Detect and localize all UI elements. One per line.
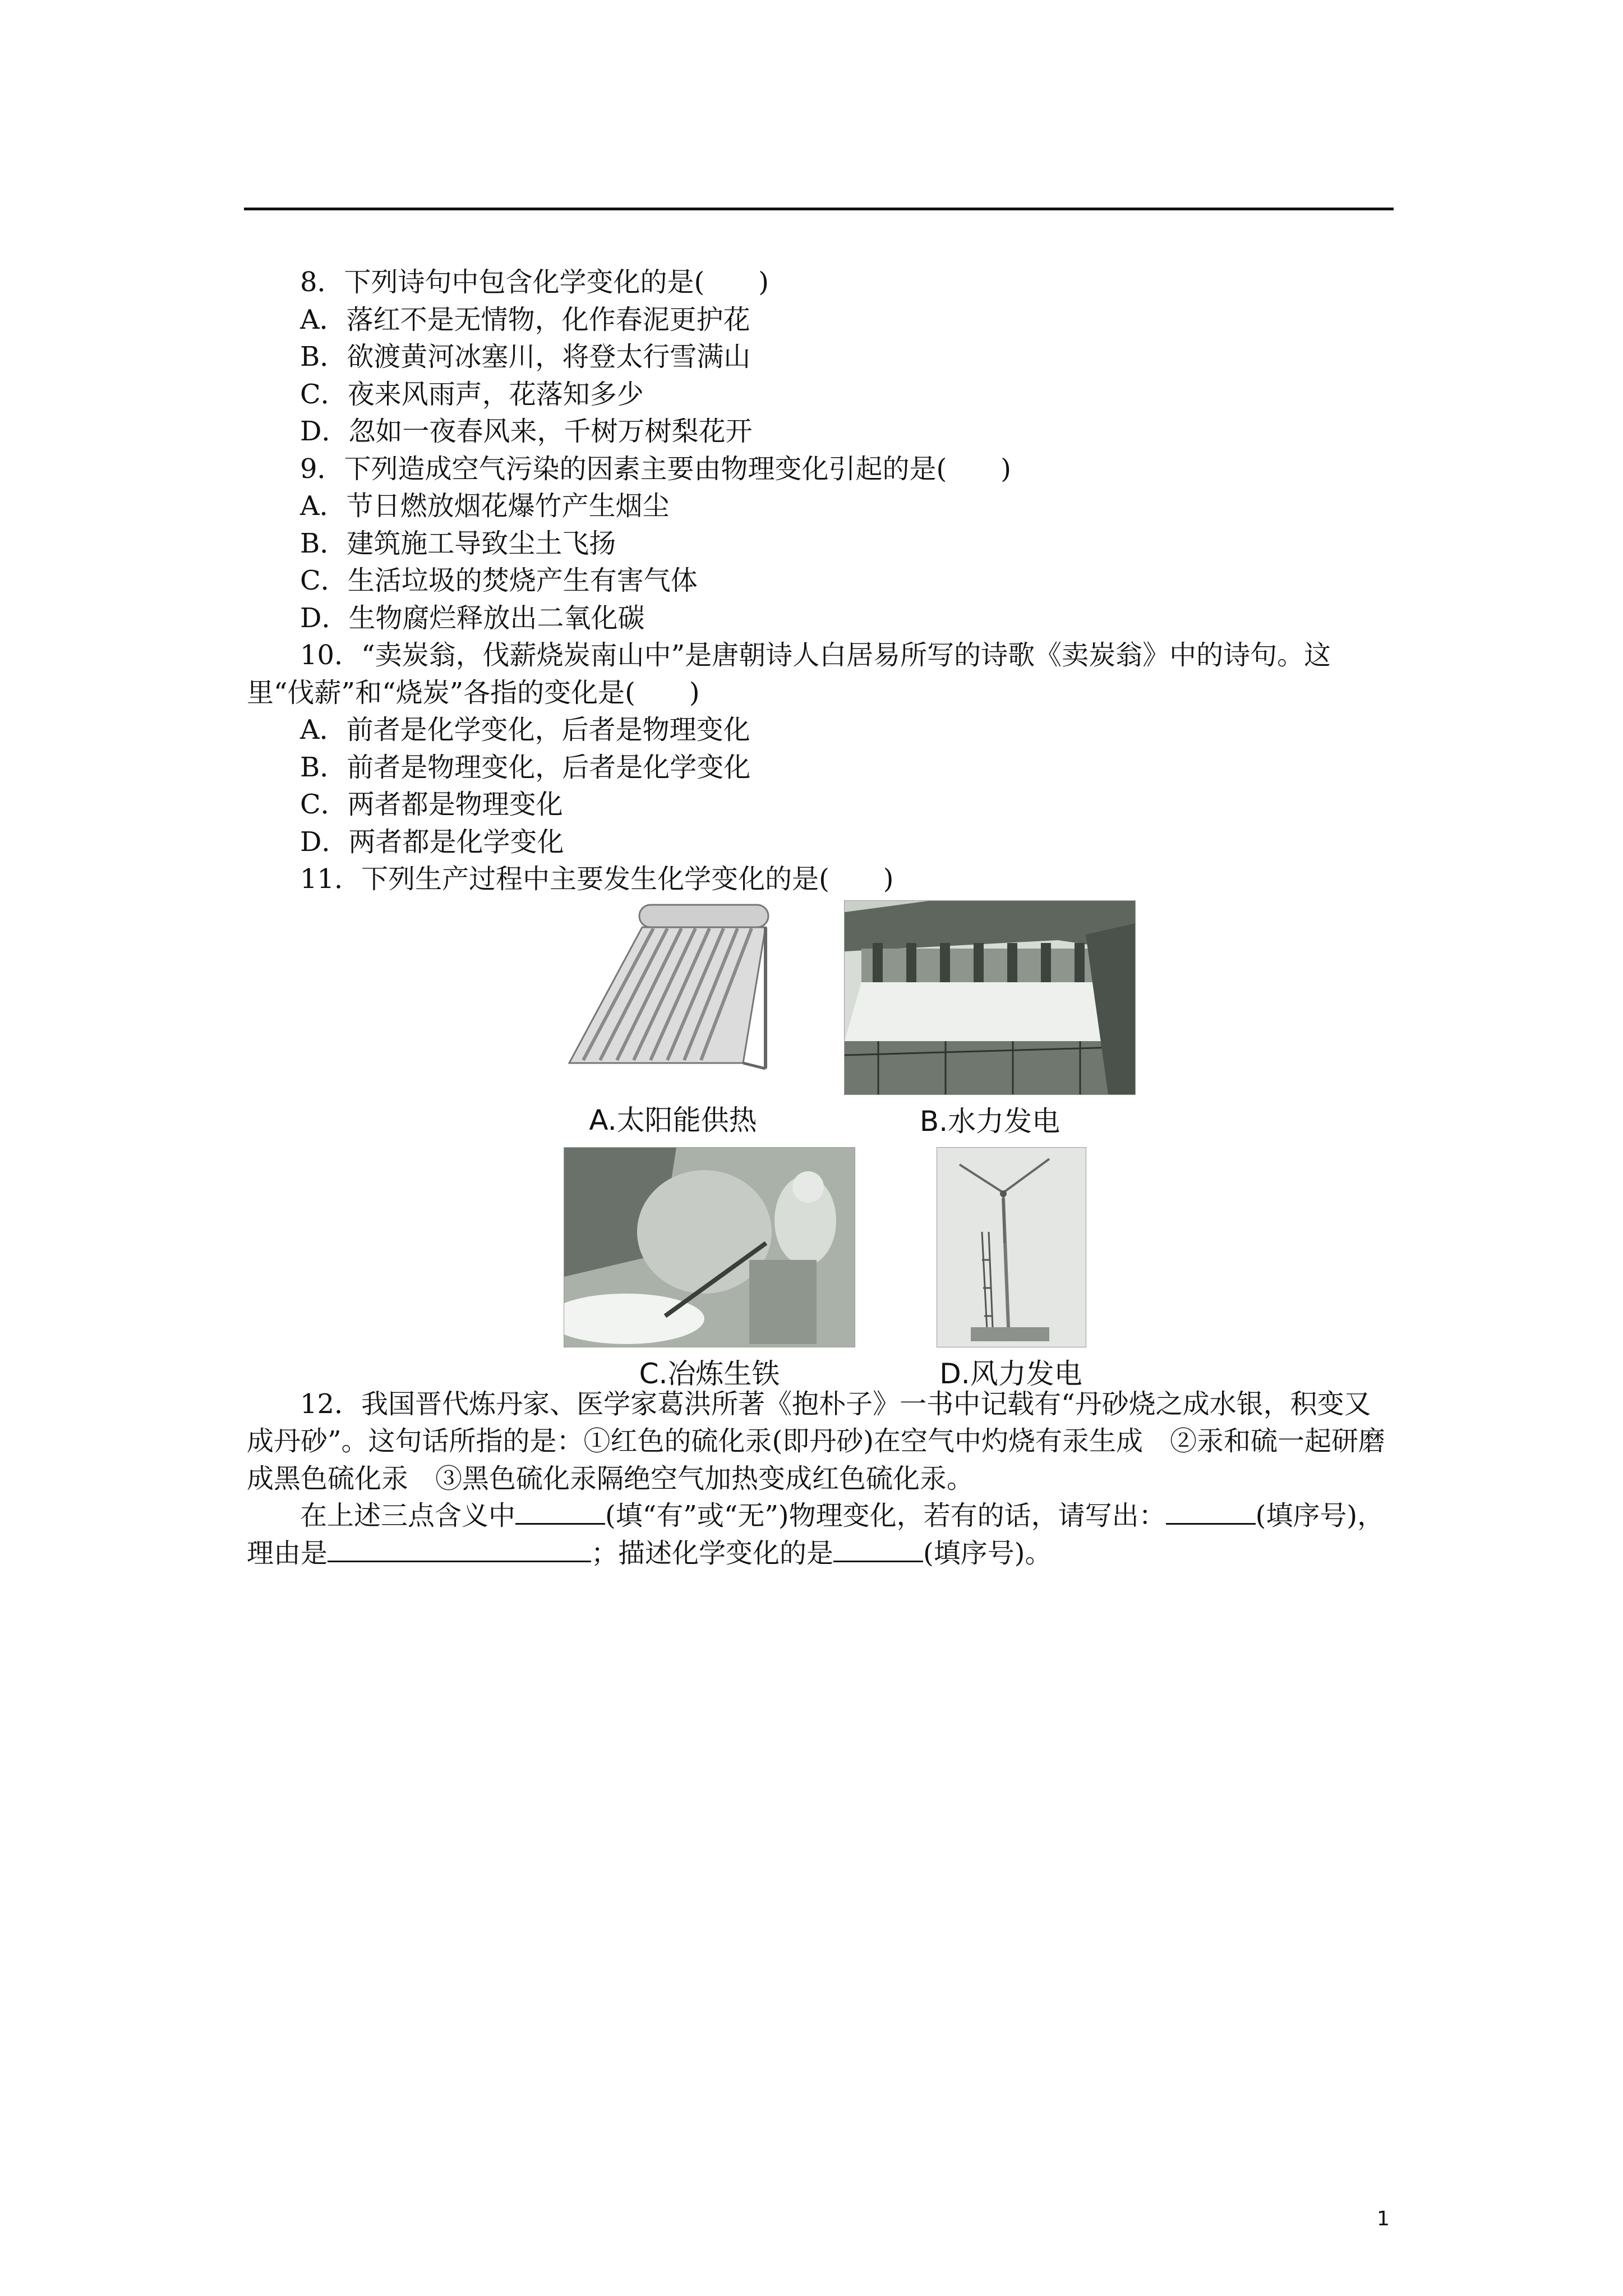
question-10-option-c: C．两者都是物理变化 (300, 789, 563, 820)
figure-d (906, 1147, 1116, 1393)
question-10-option-d: D．两者都是化学变化 (300, 826, 564, 858)
question-9-option-b: B．建筑施工导致尘土飞扬 (300, 527, 616, 559)
question-8-option-c: C．夜来风雨声，花落知多少 (300, 378, 644, 410)
blank-reason[interactable] (328, 1538, 591, 1562)
fill-text-4: ；描述化学变化的是 (591, 1537, 834, 1569)
question-9-option-c: C．生活垃圾的焚烧产生有害气体 (300, 565, 698, 596)
solar-heater-image (558, 900, 787, 1094)
question-10-option-b: B．前者是物理变化，后者是化学变化 (300, 751, 751, 783)
fill-text-3: (填序号)，理由是 (247, 1500, 1385, 1569)
question-8-option-d: D．忽如一夜春风来，千树万树梨花开 (300, 416, 753, 447)
figure-b-caption: B.水力发电 (919, 1105, 1061, 1138)
question-8-option-b: B．欲渡黄河冰塞川，将登太行雪满山 (300, 341, 751, 372)
fill-text-5: (填序号)。 (923, 1537, 1052, 1569)
smelting-image (564, 1147, 855, 1347)
question-10-stem: 10．“卖炭翁，伐薪烧炭南山中”是唐朝诗人白居易所写的诗歌《卖炭翁》中的诗句。这里“伐薪”和“烧炭”各指的变化是( ) (247, 639, 1331, 708)
question-8-stem: 8．下列诗句中包含化学变化的是( ) (300, 266, 769, 298)
question-9-option-d: D．生物腐烂释放出二氧化碳 (300, 602, 645, 634)
blank-physical-change-number[interactable] (1166, 1501, 1256, 1525)
question-10-option-a: A．前者是化学变化，后者是物理变化 (300, 714, 750, 746)
header-rule (244, 208, 1394, 210)
question-9-option-a: A．节日燃放烟花爆竹产生烟尘 (300, 490, 670, 522)
figure-c-caption: C.冶炼生铁 (639, 1357, 780, 1390)
figure-a (558, 900, 788, 1139)
figure-c (564, 1147, 855, 1393)
question-9-stem: 9．下列造成空气污染的因素主要由物理变化引起的是( ) (300, 453, 1011, 485)
blank-chemical-change-number[interactable] (833, 1538, 923, 1562)
page-number: 1 (1377, 2207, 1390, 2230)
blank-has-physical-change[interactable] (515, 1501, 605, 1525)
question-11-stem: 11．下列生产过程中主要发生化学变化的是( ) (300, 863, 894, 895)
wind-turbine-image (937, 1147, 1086, 1347)
figure-a-caption: A.太阳能供热 (589, 1103, 757, 1137)
figure-d-caption: D.风力发电 (939, 1357, 1082, 1390)
question-12-fill-in: 在上述三点含义中 (填“有”或“无”)物理变化，若有的话，请写出： (填序号)，理由是 ；描述化学变化的是 (填序号)。 (247, 1500, 1385, 1569)
question-8-option-a: A．落红不是无情物，化作春泥更护花 (300, 303, 750, 335)
fill-text-2: (填“有”或“无”)物理变化，若有的话，请写出 (605, 1500, 1139, 1531)
fill-text-1: 在上述三点含义中 (300, 1500, 516, 1531)
figure-b (844, 900, 1136, 1140)
page-content (247, 264, 1394, 1572)
dam-image (844, 900, 1136, 1095)
question-11-figures (247, 900, 1394, 1390)
question-12-stem: 12．我国晋代炼丹家、医学家葛洪所著《抱朴子》一书中记载有“丹砂烧之成水银，积变又成丹砂”。这句话所指的是：①红色的硫化汞(即丹砂)在空气中灼烧有汞生成 ②汞和硫一起研磨成黑色硫化汞 ③黑色硫化汞隔绝空气加热变成红色硫化汞。 (247, 1388, 1385, 1494)
